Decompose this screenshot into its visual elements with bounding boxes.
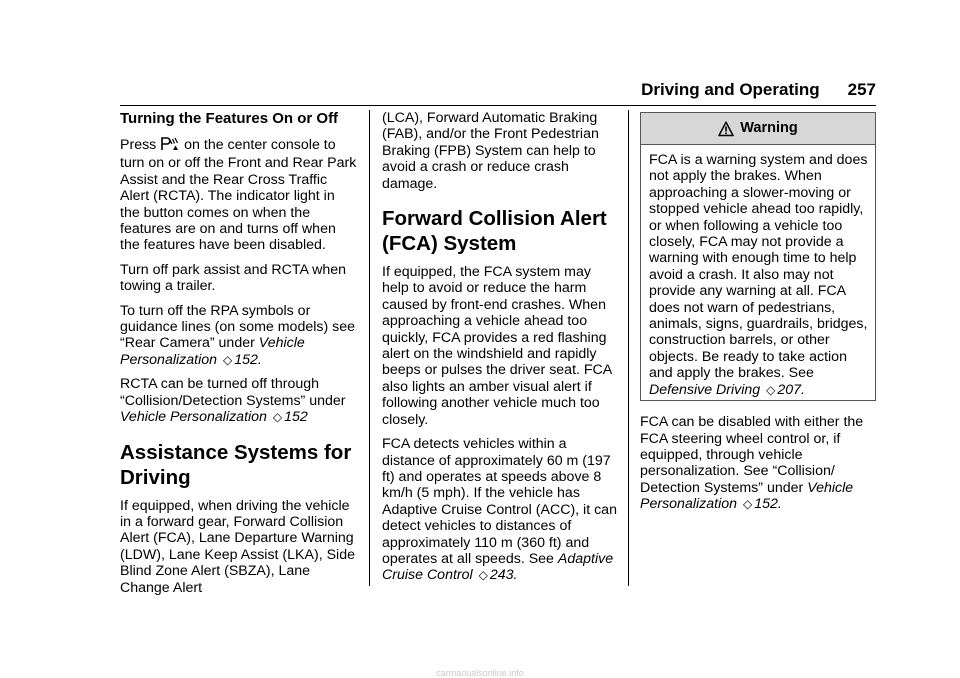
page-ref[interactable]: 243. (489, 567, 518, 584)
paragraph: If equipped, when driving the vehicle in a forward gear, Forward Collision Alert (FCA), Lane Departure Warning (LDW), Lane Keep Assist (LKA), Side Blind Zone Alert (SBZA), Lane Change Alert (120, 497, 355, 596)
page-ref-icon: ◇ (272, 410, 283, 425)
section-heading-turning-features: Turning the Features On or Off (120, 110, 339, 127)
column-1 (120, 110, 358, 604)
paragraph: FCA detects vehicles within a distance of approximately 60 m (197 ft) and operates at speeds above 8 km/h (5 mph). If the vehicle has Adaptive Cruise Control (ACC), it can detect vehicles to distances of approximately 110 m (360 ft) and operates at all speeds. See Adaptive Cruise Control ◇ 243. (382, 436, 617, 584)
warning-body: FCA is a warning system and does not apply the brakes. When approaching a slower-moving or stopped vehicle ahead too rapidly, or when following a vehicle too closely, FCA may not provide a warning with enough time to help avoid a crash. It also may not provide any warning at all. FCA does not warn of pedestrians, animals, signs, guardrails, bridges, construction barrels, or other objects. Be ready to take action and apply the brakes. See Defensive Driving ◇ 207. (649, 152, 868, 398)
section-heading-fca-system: Forward Collision Alert (FCA) System (382, 207, 607, 256)
page-ref[interactable]: 152. (754, 496, 782, 513)
link-defensive-driving[interactable]: Defensive Driving (649, 381, 761, 398)
paragraph: Press on the center console to turn on or off the Front and Rear Park Assist and the Rear Cross Traffic Alert (RCTA). The indicator light in the button comes on when the features are on and turns off when the features have been disabled. (120, 137, 357, 254)
link-vehicle-personalization[interactable]: Vehicle Personalization (120, 335, 305, 368)
section-heading-assistance-systems: Assistance Systems for Driving (120, 440, 352, 489)
column-divider-2 (628, 110, 629, 586)
page-number: 257 (847, 80, 876, 99)
column-3 (640, 110, 876, 521)
warning-icon (718, 121, 734, 137)
page-header (120, 80, 876, 105)
watermark: carmanualsonline.info (436, 668, 524, 678)
column-divider-1 (369, 110, 370, 586)
paragraph: Turn off park assist and RCTA when towing a trailer. (120, 261, 347, 295)
page-ref-icon: ◇ (478, 568, 488, 583)
paragraph: If equipped, the FCA system may help to avoid or reduce the harm caused by front-end crashes. When approaching a vehicle ahead too quickly, FCA provides a red flashing alert on the windshield and rapidly beeps or pulses the driver seat. FCA also lights an amber visual alert if following another vehicle much too closely. (382, 264, 612, 428)
page-ref[interactable]: 152. (234, 351, 262, 368)
header-rule (120, 105, 876, 106)
page-ref[interactable]: 207. (777, 381, 805, 398)
paragraph: (LCA), Forward Automatic Braking (FAB), and/or the Front Pedestrian Braking (FPB) System can help to avoid a crash or reduce crash damage. (382, 110, 599, 192)
page-ref-icon: ◇ (766, 382, 776, 397)
warning-title: Warning (740, 120, 798, 137)
paragraph: RCTA can be turned off through “Collision/Detection Systems” under Vehicle Personalization ◇ 152 (120, 376, 346, 426)
column-2 (382, 110, 618, 592)
page-ref-icon: ◇ (742, 497, 753, 512)
page-ref-icon: ◇ (222, 352, 233, 367)
link-vehicle-personalization[interactable]: Vehicle Personalization (640, 479, 854, 513)
paragraph: To turn off the RPA symbols or guidance lines (on some models) see “Rear Camera” under Vehicle Personalization ◇ 152. (120, 302, 356, 368)
section-title: Driving and Operating (641, 80, 820, 99)
warning-header (641, 113, 875, 145)
link-adaptive-cruise-control[interactable]: Adaptive Cruise Control (382, 550, 614, 584)
page-ref[interactable]: 152 (284, 409, 308, 426)
link-vehicle-personalization[interactable]: Vehicle Personalization (120, 409, 267, 426)
warning-box (640, 112, 876, 401)
paragraph: FCA can be disabled with either the FCA steering wheel control or, if equipped, through vehicle personalization. See “Collision/ Detection Systems” under Vehicle Personalization ◇ 152. (640, 414, 864, 513)
park-assist-icon (161, 137, 179, 155)
